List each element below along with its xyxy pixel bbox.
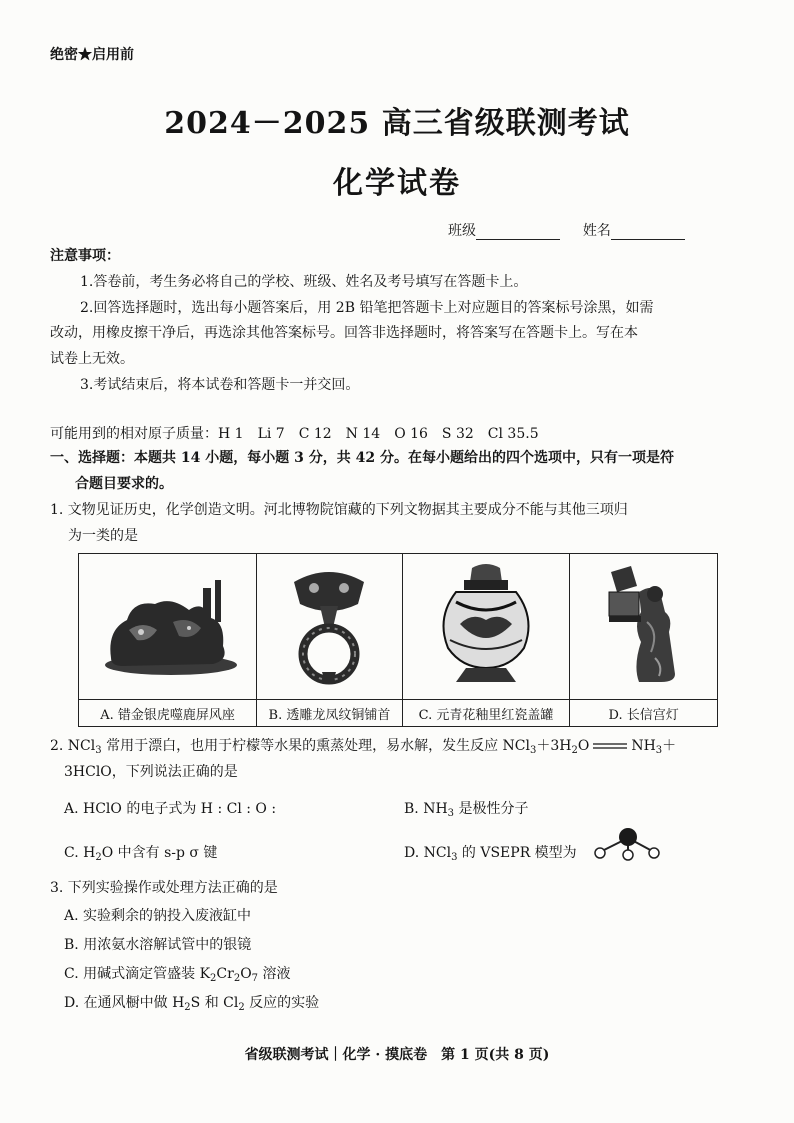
question-1-stem-cont: 为一类的是 bbox=[68, 528, 138, 544]
question-2-stem-cont: 3HClO，下列说法正确的是 bbox=[64, 764, 238, 780]
question-3-option-a: A. 实验剩余的钠投入废液缸中 bbox=[64, 908, 252, 924]
class-label: 班级 bbox=[448, 223, 476, 239]
notice-item: 2.回答选择题时，选出每小题答案后，用 2B 铅笔把答题卡上对应题目的答案标号涂黑，如需 bbox=[80, 300, 654, 316]
artifact-caption-c: C. 元青花釉里红瓷盖罐 bbox=[402, 700, 569, 727]
artifact-image-c bbox=[402, 554, 569, 700]
confidential-label: 绝密★启用前 bbox=[50, 47, 134, 63]
name-blank bbox=[611, 225, 685, 240]
notice-item: 1.答卷前，考生务必将自己的学校、班级、姓名及考号填写在答题卡上。 bbox=[80, 274, 528, 290]
notice-item: 改动，用橡皮擦干净后，再选涂其他答案标号。回答非选择题时，将答案写在答题卡上。写在本 bbox=[50, 325, 638, 341]
question-2-stem: 2. NCl$_3$ 常用于漂白，也用于柠檬等水果的熏蒸处理，易水解，发生反应 $NCl_3+3H_2O$ $NH_3+$ bbox=[50, 738, 677, 756]
question-1-stem: 1. 文物见证历史，化学创造文明。河北博物院馆藏的下列文物据其主要成分不能与其他三项归 bbox=[50, 502, 628, 518]
exam-title: 2024－2025 高三省级联测考试 bbox=[164, 106, 630, 141]
changxin-lamp-image bbox=[589, 562, 699, 687]
artifact-image-d bbox=[570, 554, 718, 700]
porcelain-jar-image bbox=[426, 562, 546, 687]
notice-heading: 注意事项： bbox=[50, 248, 120, 264]
exam-subtitle: 化学试卷 bbox=[333, 166, 461, 201]
artifact-image-a bbox=[79, 554, 257, 700]
section-heading: 一、选择题：本题共 14 小题，每小题 3 分，共 42 分。在每小题给出的四个选项中，只有一项是符 bbox=[50, 450, 674, 466]
door-knocker-image bbox=[274, 562, 384, 687]
question-2-option-d: D. NCl$_3$ 的 VSEPR 模型为 bbox=[404, 845, 577, 863]
notice-item: 3.考试结束后，将本试卷和答题卡一并交回。 bbox=[80, 377, 360, 393]
artifact-caption-a: A. 错金银虎噬鹿屏风座 bbox=[79, 700, 257, 727]
class-blank bbox=[476, 225, 560, 240]
section-heading-cont: 合题目要求的。 bbox=[75, 476, 173, 492]
atomic-masses: 可能用到的相对原子质量：H 1 Li 7 C 12 N 14 O 16 S 32 Cl 35.5 bbox=[50, 426, 539, 442]
vsepr-model-icon bbox=[592, 826, 662, 862]
artifact-caption-b: B. 透雕龙凤纹铜铺首 bbox=[257, 700, 403, 727]
question-3-option-d: D. 在通风橱中做 $H_2S$ 和 $Cl_2$ 反应的实验 bbox=[64, 995, 320, 1013]
question-3-option-c: C. 用碱式滴定管盛装 $K_2Cr_2O_7$ 溶液 bbox=[64, 966, 291, 984]
question-2-option-c: C. $H_2O$ 中含有 s-p σ 键 bbox=[64, 845, 218, 863]
artifact-image-b bbox=[257, 554, 403, 700]
tiger-screen-base-image bbox=[93, 570, 243, 680]
reversible-arrow-icon bbox=[591, 740, 629, 752]
artifact-table bbox=[78, 553, 718, 727]
student-info bbox=[448, 220, 685, 240]
notice-item: 试卷上无效。 bbox=[50, 351, 134, 367]
artifact-caption-d: D. 长信宫灯 bbox=[570, 700, 718, 727]
name-label: 姓名 bbox=[582, 223, 611, 239]
page-footer: 省级联测考试｜化学 · 摸底卷 第 1 页(共 8 页) bbox=[244, 1047, 550, 1063]
question-2-option-a: A. HClO 的电子式为 H : Cl : O : bbox=[64, 801, 277, 817]
question-3-stem: 3. 下列实验操作或处理方法正确的是 bbox=[50, 880, 278, 896]
question-3-option-b: B. 用浓氨水溶解试管中的银镜 bbox=[64, 937, 252, 953]
question-2-option-b: B. $NH_3$ 是极性分子 bbox=[404, 801, 529, 819]
